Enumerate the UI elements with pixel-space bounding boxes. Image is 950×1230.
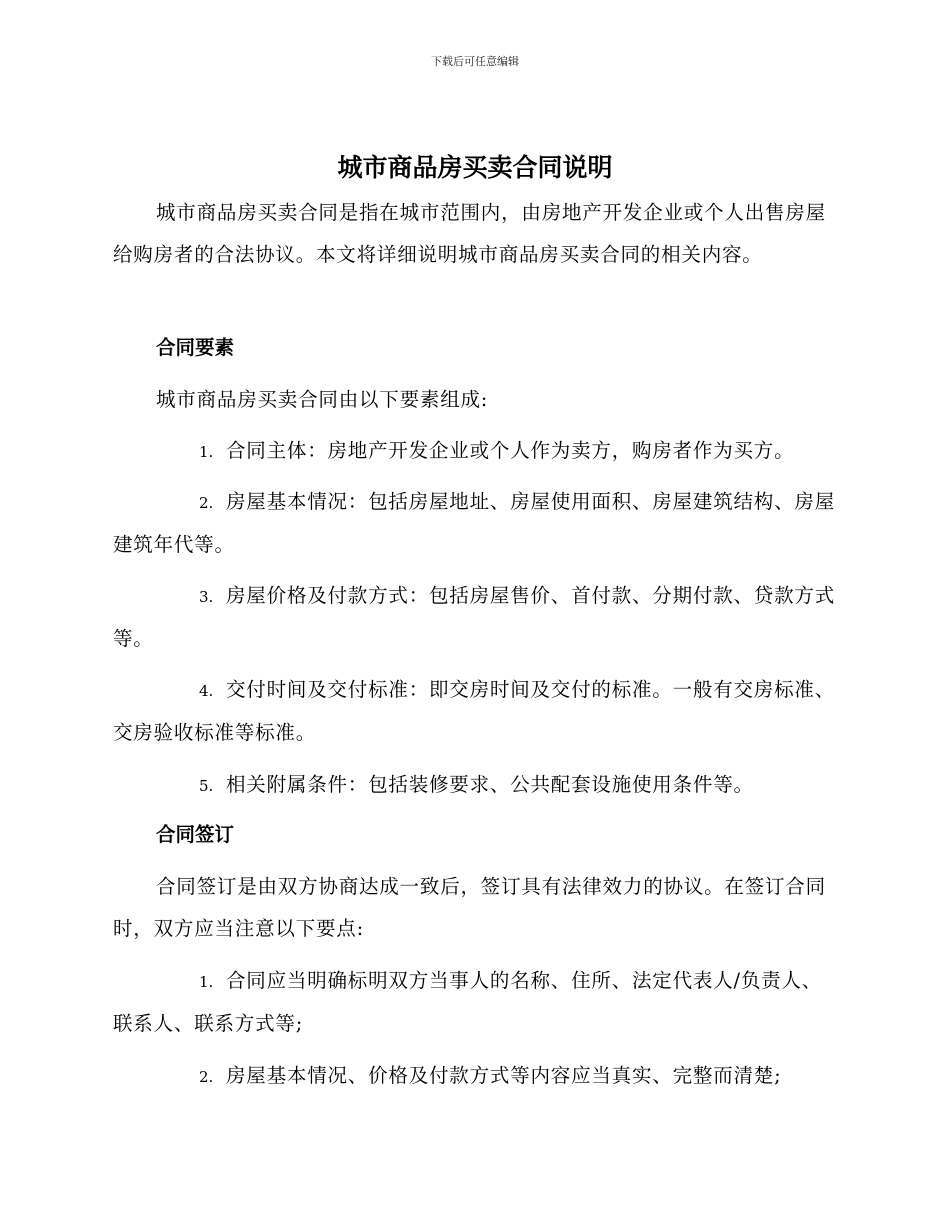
list-item-text: 房屋基本情况：包括房屋地址、房屋使用面积、房屋建筑结构、房屋建筑年代等。 <box>113 490 836 556</box>
list-item <box>113 764 835 807</box>
list-item <box>113 575 835 660</box>
list-item-text: 合同主体：房地产开发企业或个人作为卖方，购房者作为买方。 <box>226 439 795 462</box>
section-heading-signing: 合同签订 <box>156 823 235 846</box>
list-item <box>113 1055 835 1098</box>
section1-lead: 城市商品房买卖合同由以下要素组成: <box>156 388 489 411</box>
page-header-note: 下载后可任意编辑 <box>431 55 519 68</box>
list-item <box>113 430 835 473</box>
section-heading-elements: 合同要素 <box>156 336 235 359</box>
list-item-text: 房屋基本情况、价格及付款方式等内容应当真实、完整而清楚; <box>226 1064 782 1087</box>
list-item-number: 3. <box>199 588 214 606</box>
list-item-text: 相关附属条件：包括装修要求、公共配套设施使用条件等。 <box>226 773 754 796</box>
list-item <box>113 960 835 1045</box>
list-item <box>113 481 835 566</box>
list-item-number: 4. <box>199 682 214 700</box>
list-item-text: 交付时间及交付标准：即交房时间及交付的标准。一般有交房标准、交房验收标准等标准。 <box>113 678 836 744</box>
list-item-number: 2. <box>199 494 214 512</box>
section2-lead: 合同签订是由双方协商达成一致后，签订具有法律效力的协议。在签订合同时，双方应当注意以下要点: <box>113 875 826 940</box>
list-item-text: 合同应当明确标明双方当事人的名称、住所、法定代表人/负责人、联系人、联系方式等; <box>113 969 823 1035</box>
list-item-number: 1. <box>199 973 214 991</box>
list-item-number: 2. <box>199 1068 214 1086</box>
intro-paragraph: 城市商品房买卖合同是指在城市范围内，由房地产开发企业或个人出售房屋给购房者的合法协议。本文将详细说明城市商品房买卖合同的相关内容。 <box>113 201 826 266</box>
list-item-number: 5. <box>199 777 214 795</box>
list-item-text: 房屋价格及付款方式：包括房屋售价、首付款、分期付款、贷款方式等。 <box>113 584 836 650</box>
list-item <box>113 669 835 754</box>
list-item-number: 1. <box>199 443 214 461</box>
document-title: 城市商品房买卖合同说明 <box>337 153 613 182</box>
